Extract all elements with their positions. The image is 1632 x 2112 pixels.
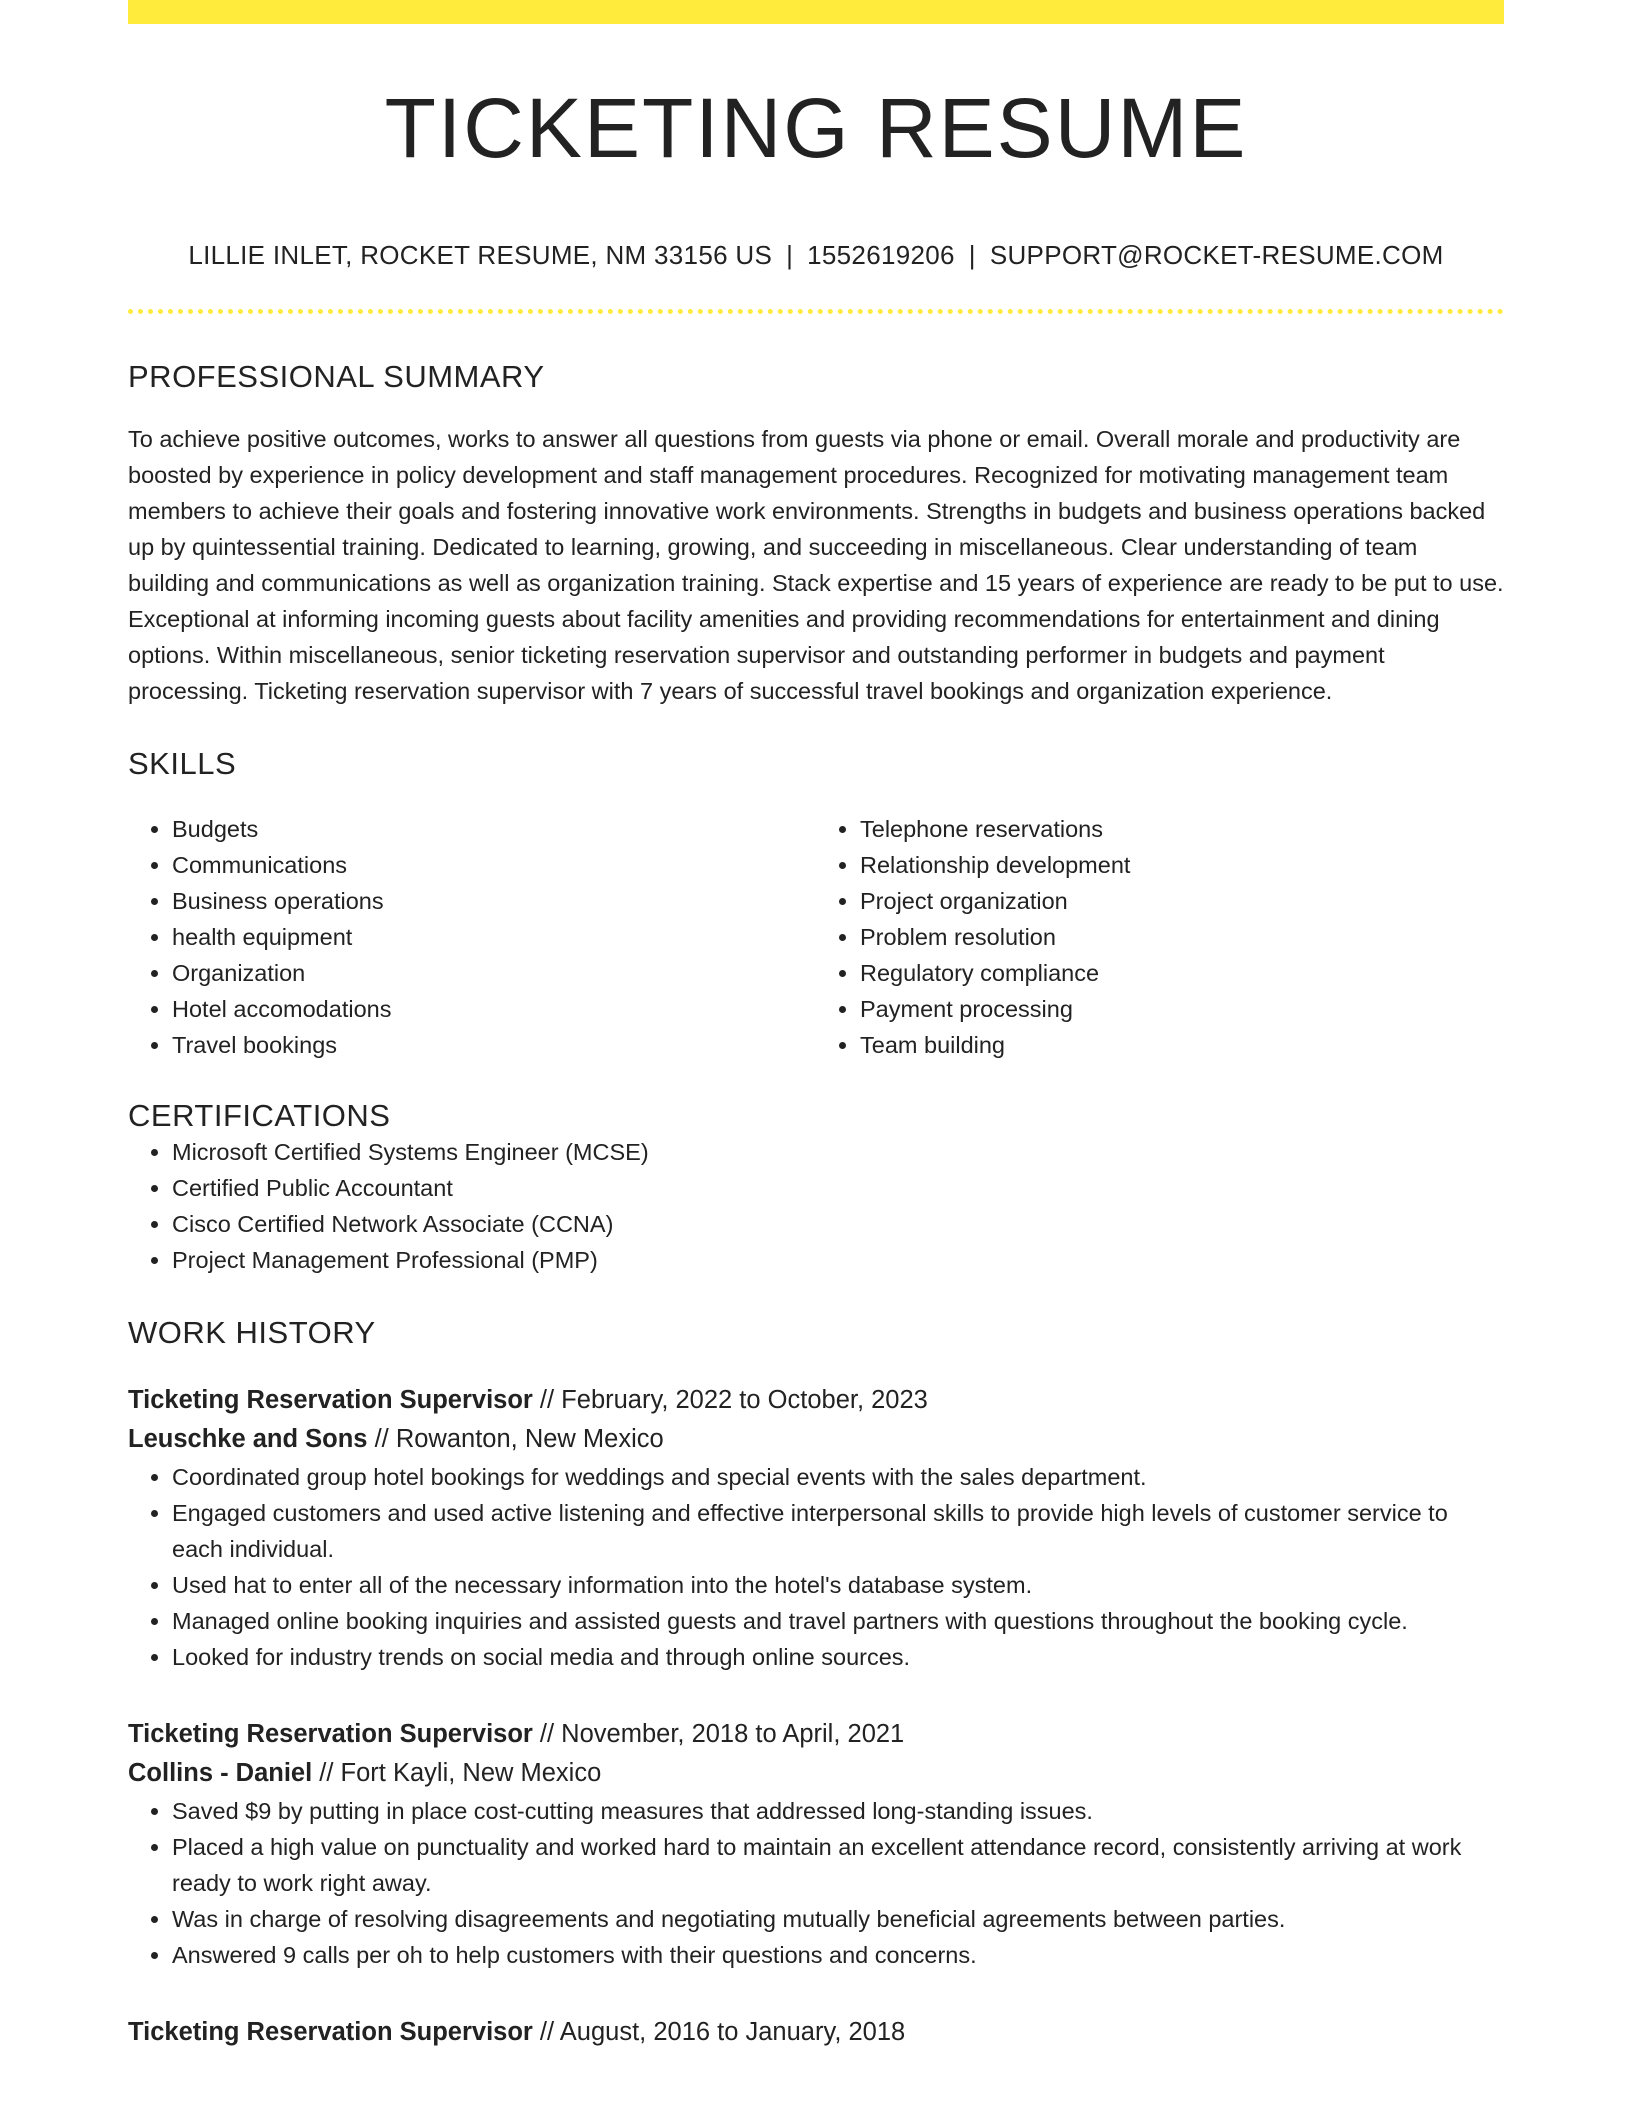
job-duty: • Saved $9 by putting in place cost-cutting measures that addressed long-standing issues. bbox=[172, 1793, 1504, 1829]
skill-item: • Hotel accomodations bbox=[172, 991, 816, 1027]
section-heading-work-history: WORK HISTORY bbox=[128, 1314, 376, 1350]
job-entry bbox=[128, 2013, 1504, 2052]
job-duty: • Placed a high value on punctuality and worked hard to maintain an excellent attendance record, consistently arriving at work ready to work right away. bbox=[172, 1829, 1504, 1901]
job-duty: • Was in charge of resolving disagreements and negotiating mutually beneficial agreements between parties. bbox=[172, 1901, 1504, 1937]
job-duty: • Engaged customers and used active listening and effective interpersonal skills to provide high levels of customer service to each individual. bbox=[172, 1495, 1504, 1567]
skill-item: • Business operations bbox=[172, 883, 816, 919]
skill-item: • Travel bookings bbox=[172, 1027, 816, 1063]
job-title-line bbox=[128, 2013, 1504, 2052]
skill-item: • health equipment bbox=[172, 919, 816, 955]
skills-list-right bbox=[816, 811, 1504, 1063]
job-company-line bbox=[128, 1420, 1504, 1459]
job-title: Ticketing Reservation Supervisor bbox=[128, 1385, 533, 1414]
job-dates: // November, 2018 to April, 2021 bbox=[532, 1719, 905, 1748]
job-duty: • Coordinated group hotel bookings for weddings and special events with the sales department. bbox=[172, 1459, 1504, 1495]
contact-phone: 1552619206 bbox=[807, 240, 955, 270]
skill-item: • Telephone reservations bbox=[860, 811, 1504, 847]
certification-item: • Microsoft Certified Systems Engineer (MCSE) bbox=[172, 1134, 1504, 1170]
certification-item: • Certified Public Accountant bbox=[172, 1170, 1504, 1206]
job-duties bbox=[128, 1793, 1504, 1973]
job-title: Ticketing Reservation Supervisor bbox=[128, 2017, 533, 2046]
job-title-line bbox=[128, 1381, 1504, 1420]
dotted-divider bbox=[128, 309, 1504, 314]
skill-item: • Budgets bbox=[172, 811, 816, 847]
job-duty: • Used hat to enter all of the necessary information into the hotel's database system. bbox=[172, 1567, 1504, 1603]
contact-email: SUPPORT@ROCKET-RESUME.COM bbox=[989, 240, 1444, 270]
job-title-line bbox=[128, 1715, 1504, 1754]
skill-item: • Regulatory compliance bbox=[860, 955, 1504, 991]
section-heading-skills: SKILLS bbox=[128, 746, 237, 782]
skill-item: • Problem resolution bbox=[860, 919, 1504, 955]
certification-item: • Cisco Certified Network Associate (CCNA) bbox=[172, 1206, 1504, 1242]
skill-item: • Communications bbox=[172, 847, 816, 883]
skills-columns bbox=[128, 811, 1504, 1063]
job-company: Leuschke and Sons bbox=[128, 1424, 368, 1453]
skill-item: • Relationship development bbox=[860, 847, 1504, 883]
job-company: Collins - Daniel bbox=[128, 1758, 313, 1787]
job-duties bbox=[128, 1459, 1504, 1675]
job-entry bbox=[128, 1381, 1504, 1675]
job-entry bbox=[128, 1715, 1504, 1973]
job-dates: // February, 2022 to October, 2023 bbox=[532, 1385, 928, 1414]
skill-item: • Organization bbox=[172, 955, 816, 991]
summary-text: To achieve positive outcomes, works to answer all questions from guests via phone or email. Overall morale and productivity are boosted by experience in policy development and staff management procedures. Recognized for motivating management team members to achieve their goals and fostering innovative work environments. Strengths in budgets and business operations backed up by quintessential training. Dedicated to learning, growing, and succeeding in miscellaneous. Clear understanding of team building and communications as well as organization training. Stack expertise and 15 years of experience are ready to be put to use. Exceptional at informing incoming guests about facility amenities and providing recommendations for entertainment and dining options. Within miscellaneous, senior ticketing reservation supervisor and outstanding performer in budgets and payment processing. Ticketing reservation supervisor with 7 years of successful travel bookings and organization experience. bbox=[128, 426, 1504, 705]
job-duty: • Managed online booking inquiries and assisted guests and travel partners with questions throughout the booking cycle. bbox=[172, 1603, 1504, 1639]
job-duty: • Answered 9 calls per oh to help customers with their questions and concerns. bbox=[172, 1937, 1504, 1973]
job-title: Ticketing Reservation Supervisor bbox=[128, 1719, 533, 1748]
section-heading-summary: PROFESSIONAL SUMMARY bbox=[128, 359, 545, 395]
resume-page bbox=[128, 0, 1504, 2052]
contact-address: LILLIE INLET, ROCKET RESUME, NM 33156 US bbox=[188, 240, 773, 270]
job-duty: • Looked for industry trends on social media and through online sources. bbox=[172, 1639, 1504, 1675]
accent-top-bar bbox=[128, 0, 1504, 24]
contact-separator: | bbox=[786, 240, 794, 270]
certification-item: • Project Management Professional (PMP) bbox=[172, 1242, 1504, 1278]
section-heading-certifications: CERTIFICATIONS bbox=[128, 1097, 391, 1133]
job-dates: // August, 2016 to January, 2018 bbox=[532, 2017, 906, 2046]
certifications-list bbox=[128, 1134, 1504, 1278]
job-location: // Fort Kayli, New Mexico bbox=[312, 1758, 602, 1787]
contact-line bbox=[128, 240, 1504, 271]
contact-separator: | bbox=[968, 240, 976, 270]
skills-list-left bbox=[128, 811, 816, 1063]
job-location: // Rowanton, New Mexico bbox=[367, 1424, 664, 1453]
skill-item: • Payment processing bbox=[860, 991, 1504, 1027]
resume-title: TICKETING RESUME bbox=[384, 81, 1248, 175]
job-company-line bbox=[128, 1754, 1504, 1793]
skill-item: • Project organization bbox=[860, 883, 1504, 919]
skill-item: • Team building bbox=[860, 1027, 1504, 1063]
